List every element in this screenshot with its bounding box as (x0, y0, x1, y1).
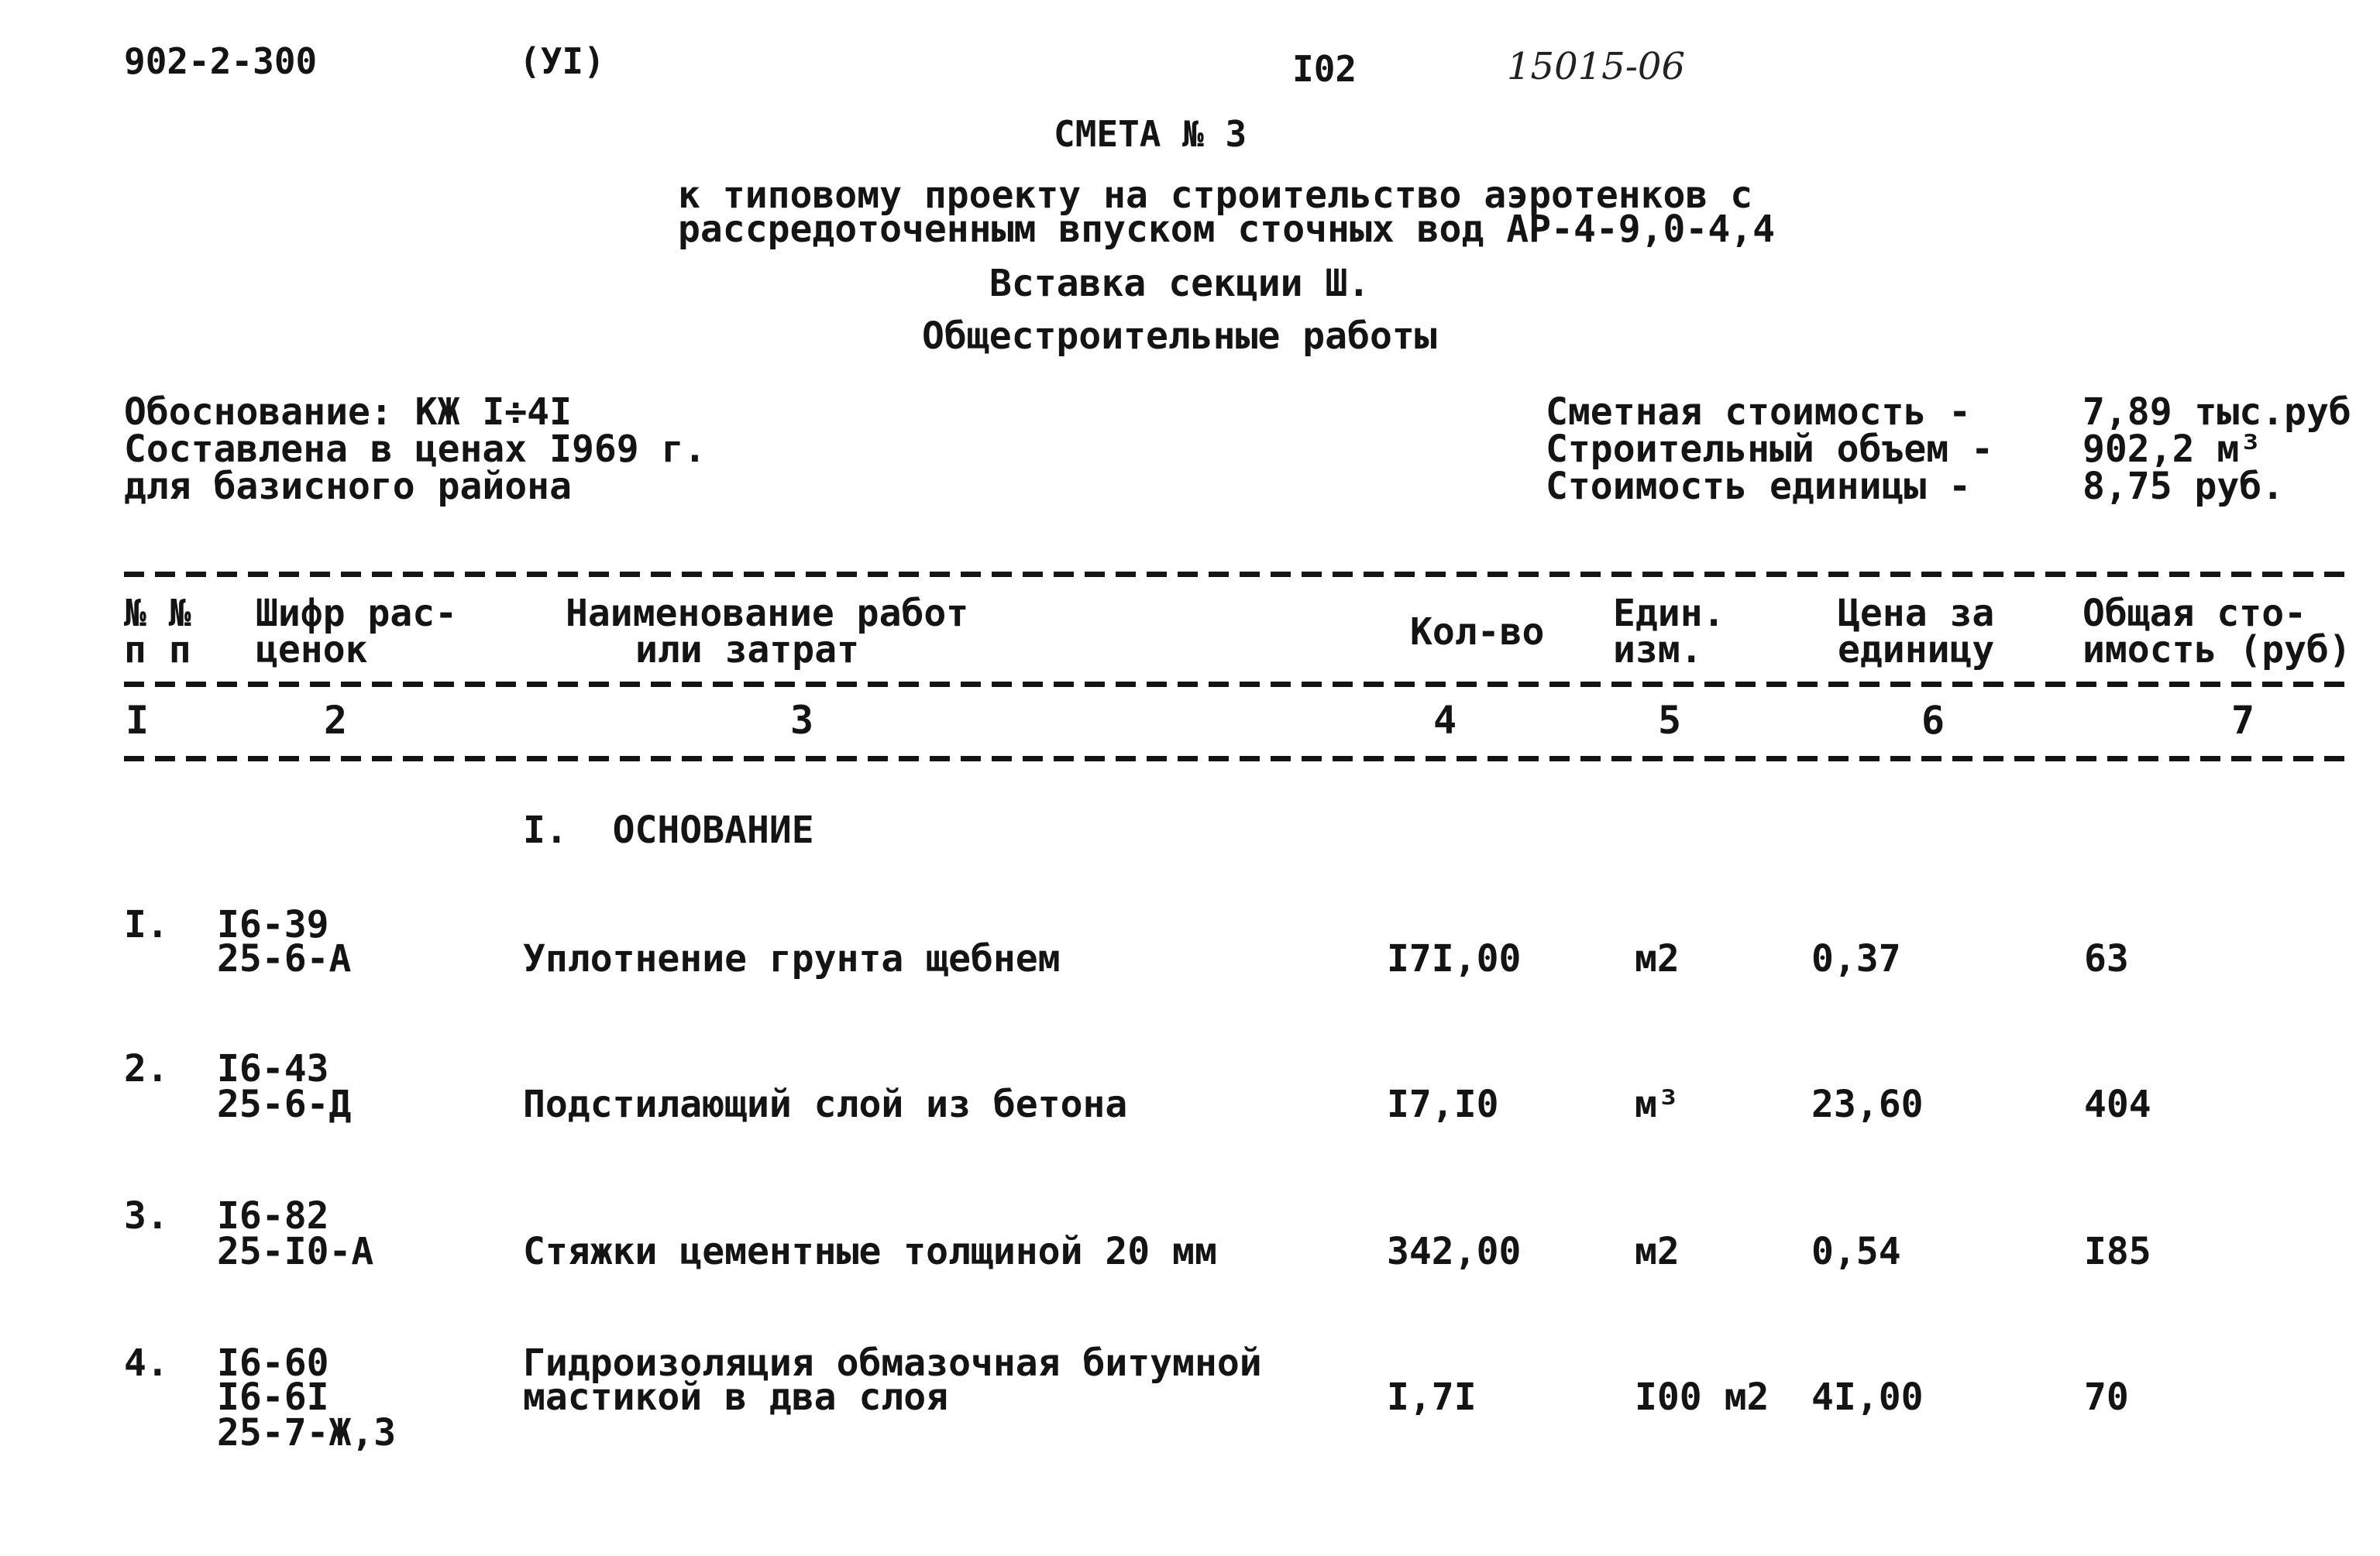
title-subtitle-line-1: к типовому проекту на строительство аэротенков с (678, 173, 1753, 217)
estimate-title: СМЕТА № 3 (1054, 113, 1247, 155)
row-1-quantity: I7I,00 (1387, 937, 1522, 981)
row-1-total: 63 (2084, 937, 2129, 981)
table-numbers-rule (124, 756, 2355, 761)
col-number-1: I (126, 698, 150, 743)
row-2-name: Подстилающий слой из бетона (523, 1083, 1128, 1126)
estimated-cost-label: Сметная стоимость - (1546, 390, 1972, 434)
row-1-name: Уплотнение грунта щебнем (523, 937, 1061, 981)
section-heading: I. ОСНОВАНИЕ (523, 809, 814, 852)
roman-number: (УI) (519, 40, 605, 82)
row-4-name-line-1: Гидроизоляция обмазочная битумной (523, 1341, 1262, 1385)
row-4-quantity: I,7I (1387, 1376, 1477, 1419)
header-col-total-l1: Общая сто- (2082, 592, 2306, 635)
table-header-rule (124, 682, 2355, 687)
row-4-number: 4. (124, 1341, 169, 1385)
row-4-code-2: I6-6I (217, 1376, 329, 1419)
doc-code: 902-2-300 (124, 40, 318, 82)
row-2-code-2: 25-6-Д (217, 1083, 352, 1126)
row-2-price: 23,60 (1811, 1083, 1924, 1126)
region-line: для базисного района (124, 465, 572, 508)
row-2-code-1: I6-43 (217, 1047, 329, 1091)
header-col-code-l1: Шифр рас- (256, 592, 458, 635)
row-1-code-2: 25-6-А (217, 937, 352, 981)
building-volume-label: Строительный объем - (1546, 428, 1993, 471)
header-col-number-l2: п п (124, 628, 191, 672)
header-col-name-l2: или затрат (635, 628, 859, 672)
row-3-price: 0,54 (1811, 1230, 1901, 1273)
unit-cost-label: Стоимость единицы - (1546, 465, 1972, 508)
col-number-6: 6 (1921, 698, 1945, 743)
row-4-code-3: 25-7-Ж,3 (217, 1411, 397, 1455)
header-col-code-l2: ценок (256, 628, 368, 672)
row-2-total: 404 (2084, 1083, 2151, 1126)
table-top-rule (124, 572, 2355, 577)
row-3-total: I85 (2084, 1230, 2151, 1273)
row-1-number: I. (124, 903, 169, 946)
prices-line: Составлена в ценах I969 г. (124, 428, 707, 471)
col-number-5: 5 (1658, 698, 1682, 743)
header-col-price-l2: единицу (1838, 628, 1995, 672)
header-col-quantity: Кол-во (1410, 610, 1545, 654)
header-col-price-l1: Цена за (1838, 592, 1995, 635)
header-col-unit-l1: Един. (1613, 592, 1725, 635)
header-col-number-l1: № № (124, 592, 191, 635)
header-col-name-l1: Наименование работ (566, 592, 969, 635)
col-number-7: 7 (2231, 698, 2255, 743)
page-number: I02 (1292, 48, 1357, 90)
row-4-unit: I00 м2 (1635, 1376, 1770, 1419)
row-2-quantity: I7,I0 (1387, 1083, 1499, 1126)
row-2-unit: м³ (1635, 1083, 1680, 1126)
row-1-unit: м2 (1635, 937, 1680, 981)
row-4-name-line-2: мастикой в два слоя (523, 1376, 949, 1419)
row-3-code-2: 25-I0-А (217, 1230, 374, 1273)
row-4-price: 4I,00 (1811, 1376, 1924, 1419)
row-1-code-1: I6-39 (217, 903, 329, 946)
row-1-price: 0,37 (1811, 937, 1901, 981)
building-volume-value: 902,2 м³ (2082, 428, 2262, 471)
row-4-total: 70 (2084, 1376, 2129, 1419)
basis-line: Обоснование: КЖ I÷4I (124, 390, 572, 434)
col-number-4: 4 (1433, 698, 1457, 743)
header-col-total-l2: имость (руб) (2082, 628, 2351, 672)
header-col-unit-l2: изм. (1613, 628, 1703, 672)
col-number-3: 3 (790, 698, 814, 743)
row-3-quantity: 342,00 (1387, 1230, 1522, 1273)
unit-cost-value: 8,75 руб. (2082, 465, 2285, 508)
handwritten-number: 15015-06 (1507, 45, 1685, 88)
row-3-code-1: I6-82 (217, 1194, 329, 1238)
row-2-number: 2. (124, 1047, 169, 1091)
row-3-unit: м2 (1635, 1230, 1680, 1273)
row-4-code-1: I6-60 (217, 1341, 329, 1385)
col-number-2: 2 (324, 698, 348, 743)
title-work-type: Общестроительные работы (922, 314, 1437, 358)
estimated-cost-value: 7,89 тыс.руб (2082, 390, 2351, 434)
row-3-number: 3. (124, 1194, 169, 1238)
row-3-name: Стяжки цементные толщиной 20 мм (523, 1230, 1217, 1273)
title-subtitle-line-2: рассредоточенным впуском сточных вод АР-4-9,0-4,4 (678, 208, 1776, 251)
title-section-insert: Вставка секции Ш. (989, 262, 1371, 305)
